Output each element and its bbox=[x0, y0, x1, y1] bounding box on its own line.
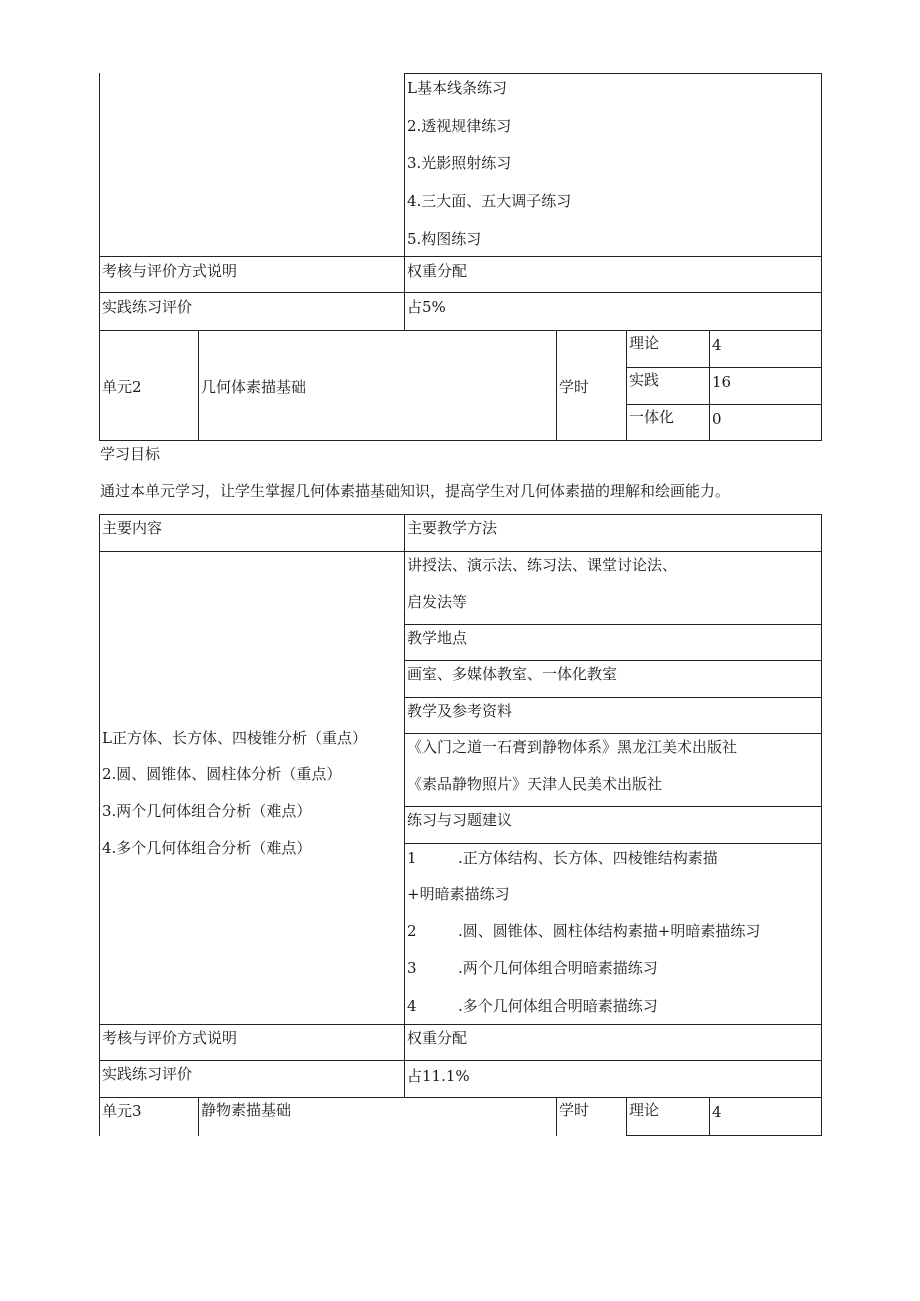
table-border bbox=[626, 1135, 822, 1136]
table-border bbox=[821, 514, 822, 1098]
table-border bbox=[404, 660, 822, 661]
references-label: 教学及参考资料 bbox=[407, 702, 513, 720]
table-border bbox=[556, 330, 557, 441]
hours-label: 学时 bbox=[559, 1101, 590, 1119]
exercise-number: 4 bbox=[407, 997, 417, 1015]
table-border bbox=[626, 404, 822, 405]
assessment-label: 考核与评价方式说明 bbox=[102, 262, 238, 280]
content-item: 3.两个几何体组合分析（难点） bbox=[102, 802, 312, 820]
exercise-text: .多个几何体组合明暗素描练习 bbox=[458, 997, 658, 1015]
hours-value: 4 bbox=[712, 1103, 722, 1121]
weight-label: 权重分配 bbox=[407, 1029, 468, 1047]
reference-item: 《素品静物照片》天津人民美术出版社 bbox=[407, 775, 663, 793]
exercise-number: 3 bbox=[407, 959, 417, 977]
content-header: 主要内容 bbox=[102, 519, 163, 537]
table-border bbox=[404, 806, 822, 807]
exercise-item: 3.光影照射练习 bbox=[407, 154, 512, 172]
unit-title: 几何体素描基础 bbox=[201, 378, 307, 396]
table-border bbox=[821, 330, 822, 441]
table-border bbox=[626, 367, 822, 368]
exercise-item: 5.构图练习 bbox=[407, 230, 482, 248]
content-item: 4.多个几何体组合分析（难点） bbox=[102, 839, 312, 857]
unit-title: 静物素描基础 bbox=[201, 1101, 292, 1119]
objective-heading: 学习目标 bbox=[100, 445, 161, 463]
practice-weight: 占11.1% bbox=[407, 1067, 470, 1085]
location-value: 画室、多媒体教室、一体化教室 bbox=[407, 665, 618, 683]
exercise-item: L基本线条练习 bbox=[407, 79, 507, 97]
unit-number: 单元2 bbox=[102, 378, 142, 396]
table-border bbox=[99, 73, 100, 331]
content-item: L正方体、长方体、四棱锥分析（重点） bbox=[102, 729, 367, 747]
exercise-item: 2.透视规律练习 bbox=[407, 117, 512, 135]
table-border bbox=[99, 330, 100, 441]
exercise-number: 1 bbox=[407, 849, 417, 867]
hours-label: 学时 bbox=[559, 378, 590, 396]
method-header: 主要教学方法 bbox=[407, 519, 498, 537]
weight-label: 权重分配 bbox=[407, 262, 468, 280]
table-border bbox=[404, 624, 822, 625]
exercise-item: 4.三大面、五大调子练习 bbox=[407, 192, 572, 210]
reference-item: 《入门之道一石膏到静物体系》黑龙江美术出版社 bbox=[407, 738, 738, 756]
practice-weight: 占5% bbox=[407, 298, 446, 316]
hours-value: 4 bbox=[712, 336, 722, 354]
table-border bbox=[99, 514, 822, 515]
exercise-text: .正方体结构、长方体、四棱锥结构素描 bbox=[458, 849, 718, 867]
table-border bbox=[99, 440, 822, 441]
table-border bbox=[709, 1097, 710, 1136]
table-border bbox=[404, 73, 405, 331]
table-border bbox=[99, 514, 100, 1098]
hours-type: 理论 bbox=[629, 1101, 660, 1119]
table-border bbox=[99, 551, 822, 552]
table-border bbox=[626, 1097, 627, 1136]
table-border bbox=[556, 1097, 557, 1136]
exercise-number: 2 bbox=[407, 922, 417, 940]
table-border bbox=[404, 73, 822, 74]
exercise-text: +明暗素描练习 bbox=[407, 885, 510, 903]
hours-type: 理论 bbox=[629, 334, 660, 352]
exercise-text: .两个几何体组合明暗素描练习 bbox=[458, 959, 658, 977]
exercise-text: .圆、圆锥体、圆柱体结构素描+明暗素描练习 bbox=[458, 922, 761, 940]
table-border bbox=[404, 514, 405, 1098]
table-border bbox=[99, 1097, 822, 1098]
table-border bbox=[99, 1060, 822, 1061]
table-border bbox=[99, 330, 822, 331]
table-border bbox=[626, 330, 627, 441]
practice-label: 实践练习评价 bbox=[102, 1065, 193, 1083]
methods-text: 讲授法、演示法、练习法、课堂讨论法、 bbox=[407, 556, 678, 574]
table-border bbox=[99, 256, 822, 257]
table-border bbox=[99, 1097, 100, 1136]
hours-type: 一体化 bbox=[629, 408, 675, 426]
table-border bbox=[404, 697, 822, 698]
table-border bbox=[198, 1097, 199, 1136]
table-border bbox=[821, 1097, 822, 1136]
objective-text: 通过本单元学习，让学生掌握几何体素描基础知识，提高学生对几何体素描的理解和绘画能力。 bbox=[100, 482, 731, 500]
practice-label: 实践练习评价 bbox=[102, 298, 193, 316]
hours-value: 0 bbox=[712, 410, 722, 428]
table-border bbox=[99, 1024, 822, 1025]
methods-text: 启发法等 bbox=[407, 593, 468, 611]
table-border bbox=[404, 843, 822, 844]
content-item: 2.圆、圆锥体、圆柱体分析（重点） bbox=[102, 765, 342, 783]
assessment-label: 考核与评价方式说明 bbox=[102, 1029, 238, 1047]
table-border bbox=[404, 733, 822, 734]
table-border bbox=[198, 330, 199, 441]
table-border bbox=[821, 73, 822, 331]
hours-value: 16 bbox=[712, 373, 732, 391]
location-label: 教学地点 bbox=[407, 629, 468, 647]
table-border bbox=[709, 330, 710, 441]
table-border bbox=[99, 292, 822, 293]
exercise-label: 练习与习题建议 bbox=[407, 811, 513, 829]
hours-type: 实践 bbox=[629, 371, 660, 389]
unit-number: 单元3 bbox=[102, 1102, 142, 1120]
